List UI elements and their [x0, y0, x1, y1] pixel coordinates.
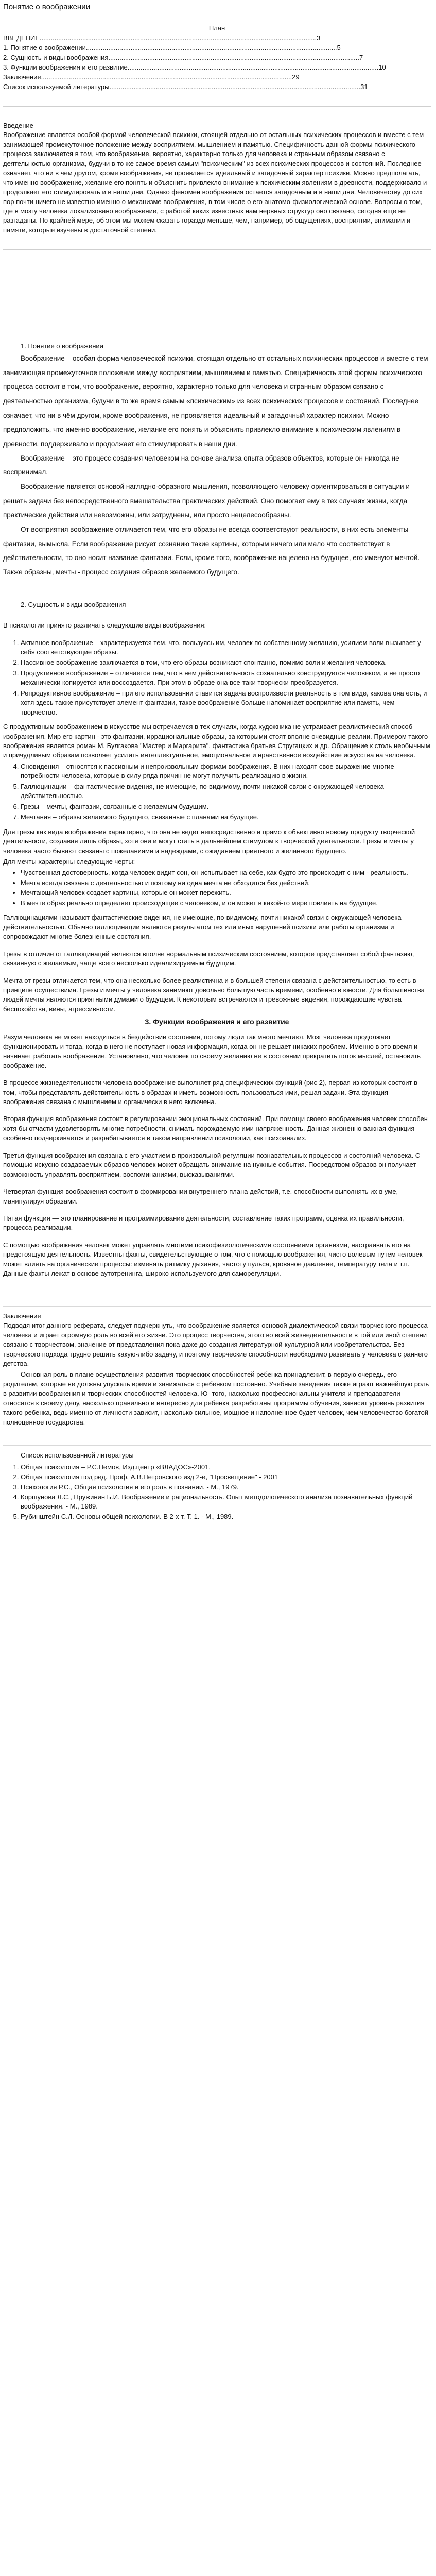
list-item: 2. Пассивное воображение заключается в том, что его образы возникают спонтанно, помимо воли и желания человека. — [21, 658, 431, 667]
section-1 — [3, 342, 431, 579]
list-item: • Мечта всегда связана с деятельностью и поэтому ни одна мечта не обходится без действий. — [21, 878, 431, 888]
plan-heading: План — [208, 24, 225, 32]
section-1-paragraph: Воображение – это процесс создания человеком на основе анализа опыта образов объектов, которые он никогда не воспринимал. — [3, 454, 399, 477]
section-1-paragraph: От восприятия воображение отличается тем, что его образы не всегда соответствуют реальности, в них есть элементы фантазии, вымысла. Если воображение рисует сознанию такие картины, которым ничего или мало что соответствует в действительности, то оно носит название фантазии. Если, кроме того, воображение нацелено на будущее, его именуют мечтой. Также образны, мечты - процесс создания образов желаемого будущего. — [3, 525, 420, 576]
section-1-heading: 1. Понятие о воображении — [21, 342, 103, 350]
reference-item: 5. Рубинштейн С.Л. Основы общей психологии. В 2-х т. Т. 1. - М., 1989. — [21, 1512, 431, 1521]
list-item: 4. Репродуктивное воображение – при его использовании ставится задача воспроизвести реальность в том виде, какова она есть, и хотя здесь также присутствует элемент фантазии, такое воображение больше напоминает восприятие или память, чем творчество. — [21, 689, 431, 717]
conclusion — [3, 1312, 431, 1427]
divider — [3, 106, 431, 107]
section-2-reverie-text: Грезы в отличие от галлюцинаций являются вполне нормальным психическим состоянием, которое представляет собой фантазию, связанную с желаемым, чаще всего несколько идеализируемым будущим. — [3, 950, 414, 968]
toc-item[interactable]: Заключение ....................................................................................................................................... 29 — [3, 73, 300, 81]
divider — [3, 1445, 431, 1446]
section-2-reverie-text-2: Мечта от грезы отличается тем, что она несколько более реалистична и в большей степени связана с действительностью, то есть в принципе осуществима. Грезы и мечты у человека занимают довольно большую часть времени, особенно в юности. Для большинства людей мечты являются приятными думами о будущем. К некоторым встречаются и тревожные видения, порождающие чувства беспокойства, вины, агрессивности. — [3, 976, 425, 1013]
section-1-paragraph: Воображение является основой наглядно-образного мышления, позволяющего человеку ориентироваться в ситуации и решать задачи без непосредственного вмешательства практических действий. Оно помогает ему в тех случаях жизни, когда практические действия или невозможны, или затруднены, или просто нецелесообразны. — [3, 482, 410, 519]
conclusion-heading: Заключение — [3, 1312, 41, 1320]
section-2-dreams-text: Для грезы как вида воображения характерно, что она не ведет непосредственно и прямо к объективно новому продукту творческой деятельности, создавая лишь образы, хотя они и могут стать в дальнейшем стимулом к творческой деятельности. Грезы и мечты у человека часто бывают связаны с пожеланиями и надеждами, с ожиданием приятного и желанного будущего. — [3, 827, 415, 855]
section-2-art-text: С продуктивным воображением в искусстве мы встречаемся в тех случаях, когда художника не устраивает реалистический способ изображения. Мир его картин - это фантазии, иррациональные образы, за которыми стоят вполне очевидные реалии. Примером такого воображения является роман М. Булгакова "Мастер и Маргарита", фантастика братьев Стругацких и др. Обращение к столь необычным и причудливым образам позволяет усилить интеллектуальное, эмоциональное и нравственное воздействие искусства на человека. — [3, 723, 430, 759]
section-3 — [3, 1017, 431, 1278]
imagination-kinds-list-2 — [3, 762, 431, 822]
section-2-heading: 2. Сущность и виды воображения — [21, 600, 126, 608]
section-2-hallucinations-text: Галлюцинациями называют фантастические видения, не имеющие, по-видимому, почти никакой связи с окружающей человека действительностью. Обычно галлюцинации являются результатом тех или иных нарушений психики или работы организма и сопровождают многие болезненные состояния. — [3, 913, 402, 941]
list-item: • В мечте образ реально определяет происходящее с человеком, и он может в какой-то мере повлиять на будущее. — [21, 899, 431, 908]
section-3-function: Пятая функция — это планирование и программирование деятельности, составление таких программ, оценка их правильности, процесса реализации. — [3, 1214, 404, 1232]
divider — [3, 249, 431, 250]
reference-item: 3. Психология Р.С., Общая психология и его роль в познании. - М., 1979. — [21, 1483, 431, 1492]
toc-item[interactable]: 2. Сущность и виды воображения ....................................................................................................................................... 7 — [3, 53, 363, 61]
list-item: 3. Продуктивное воображение – отличается тем, что в нем действительность сознательно конструируется человеком, а не просто механически копируется или воссоздается. При этом в образе она все-таки творчески преобразуется. — [21, 669, 431, 688]
toc-item[interactable]: 1. Понятие о воображении ....................................................................................................................................... 5 — [3, 43, 341, 52]
reference-item: 4. Коршунова Л.С., Пружинин Б.И. Воображение и рациональность. Опыт методологического анализа познавательных функций воображения. - М., 1989. — [21, 1493, 431, 1512]
section-1-paragraph: Воображение – особая форма человеческой психики, стоящая отдельно от остальных психических процессов и вместе с тем занимающая промежуточное положение между восприятием, мышлением и памятью. Специфичность этой формы психического процесса состоит в том, что воображение, вероятно, характерно только для человека и странным образом связано с деятельностью организма, будучи в то же время самым «психическим» из всех психических процессов и состояний. Последнее означает, что ни в чём другом, кроме воображения, не проявляется идеальный и загадочный характер психики. Можно предположить, что именно воображение, желание его понять и объяснить привлекло внимание к психическим явлениям в древности, поддерживало и продолжает его стимулировать в наши дни. — [3, 354, 428, 448]
section-3-function: Четвертая функция воображения состоит в формировании внутреннего плана действий, т.е. способности выполнять их в уме, манипулируя образами. — [3, 1188, 398, 1205]
toc-item[interactable]: ВВЕДЕНИЕ ..................................................................................................................................................... 3 — [3, 33, 321, 42]
section-3-role: В процессе жизнедеятельности человека воображение выполняет ряд специфических функций (рис 2), первая из которых состоит в том, чтобы представлять действительность в образах и иметь возможность пользоваться ими, решая задачи. Эта функция воображения связана с мышлением и органически в него включена. — [3, 1079, 417, 1106]
list-item: 1. Активное воображение – характеризуется тем, что, пользуясь им, человек по собственному желанию, усилием воли вызывает у себя соответствующие образы. — [21, 638, 431, 657]
section-3-heading: 3. Функции воображения и его развитие — [145, 1018, 289, 1026]
intro-text: Воображение является особой формой человеческой психики, стоящей отдельно от остальных психических процессов и вместе с тем занимающей промежуточное положение между восприятием, мышлением и памятью. Специфичность данной формы психического процесса заключается в том, что воображение, вероятно, характерно только для человека и странным образом связано с деятельностью организма, будучи в то же самое время самым "психическим" из всех психических процессов и состояний. Последнее означает, что ни в чем другом, кроме воображения, не проявляется идеальный и загадочный характер психики. Можно предполагать, что именно воображение, желание его понять и объяснить привлекло внимание к психическим явлениям в древности, поддерживало и продолжает его стимулировать и в наши дни. Однако феномен воображения остается загадочным и в наши дни. Человечеству до сих пор почти ничего не известно именно о механизме воображения, в том числе о его анатомо-физиологической основе. Вопросы о том, где в мозгу человека локализовано воображение, с работой каких известных нам нервных структур оно связано, сегодня еще не разгаданы. По крайней мере, об этом мы можем сказать гораздо меньше, чем, например, об ощущениях, восприятии, внимании и памяти, которые изучены в достаточной степени. — [3, 131, 427, 234]
section-2-intro: В психологии принято различать следующие виды воображения: — [3, 621, 206, 630]
section-3-function: Третья функция воображения связана с его участием в произвольной регуляции познавательных процессов и состояний человека. С помощью искусно создаваемых образов человек может обращать внимание на нужные события. Посредством образов он получает возможность управлять восприятием, воспоминаниями, высказываниями. — [3, 1151, 421, 1178]
section-3-intro: Разум человека не может находиться в бездействии состоянии, потому люди так много мечтают. Мозг человека продолжает функционировать и тогда, когда в него не поступает новая информация, когда он не решает никаких проблем. Именно в это время и начинает работать воображение. Установлено, что человек по своему желанию не в состоянии прекратить поток мыслей, остановить воображение. — [3, 1033, 421, 1070]
document-title: Понятие о воображении — [3, 3, 90, 11]
references-list — [3, 1463, 431, 1522]
list-item: • Мечтающий человек создает картины, которые он может пережить. — [21, 888, 431, 897]
list-item: 7. Мечтания – образы желаемого будущего, связанные с планами на будущее. — [21, 812, 431, 822]
dream-traits-list — [3, 868, 431, 908]
conclusion-paragraph: Подводя итог данного реферата, следует подчеркнуть, что воображение является основой диалектической связи творческого процесса человека и играет огромную роль во всей его жизни. Это процесс творчества, этого во всей жизнедеятельности в той или иной степени связано с творчеством, значение от представления пока даже до создания литературной-культурной или изобретательства. Без творческого подхода трудно решить какую-либо задачу, и поэтому творческие способности необходимо развивать у человека с раннего детства. — [3, 1321, 428, 1368]
imagination-kinds-list — [3, 638, 431, 718]
list-item: • Чувственная достоверность, когда человек видит сон, он испытывает на себе, как будто это происходит с ним - реальность. — [21, 868, 431, 877]
list-item: 6. Грезы – мечты, фантазии, связанные с желаемым будущим. — [21, 802, 431, 811]
references — [3, 1451, 431, 1521]
intro-heading: Введение — [3, 121, 33, 129]
reference-item: 1. Общая психология – Р.С.Немов, Изд.центр «ВЛАДОС»-2001. — [21, 1463, 431, 1472]
section-3-function: С помощью воображения человек может управлять многими психофизиологическими состояниями организма, настраивать его на предстоящую деятельность. Известны факты, свидетельствующие о том, что с помощью воображения, чисто волевым путем человек может влиять на органические процессы: изменять ритмику дыхания, частоту пульса, кровяное давление, температуру тела и т.п. Данные факты лежат в основе аутотренинга, широко используемого для саморегуляции. — [3, 1241, 423, 1278]
reference-item: 2. Общая психология под ред. Проф. А.В.Петровского изд 2-е, "Просвещение" - 2001 — [21, 1472, 431, 1482]
divider — [3, 1306, 431, 1307]
list-item: 5. Галлюцинации – фантастические видения, не имеющие, по-видимому, почти никакой связи с окружающей человека действительностью. — [21, 782, 431, 801]
conclusion-paragraph: Основная роль в плане осуществления развития творческих способностей ребенка принадлежит, в первую очередь, его родителям, которые не должны упускать время и занижаться с ребенком постоянно. Учебные заведения также играют важнейшую роль в развитии воображения и творческих способностей человека. Ю- того, насколько профессиональны учителя и преподаватели относятся к своему делу, насколько правильно и интересно для ребенка разработаны программы обучения, зависит уровень развития такого ребенка, ведь именно от личности зависит, насколько сильное, мощное и наполненное будет человек, чем человечество богатой полноценное государства. — [3, 1370, 429, 1426]
toc-item[interactable]: Список используемой литературы ....................................................................................................................................... 31 — [3, 82, 368, 91]
table-of-contents — [3, 33, 431, 92]
section-3-function: Вторая функция воображения состоит в регулировании эмоциональных состояний. При помощи своего воображения человек способен хотя бы отчасти удовлетворять многие потребности, снимать порождаемую ими напряженность. Данная жизненно важная функция особенно подчеркивается и разрабатывается в таком направлении психологии, как психоанализ. — [3, 1115, 428, 1142]
section-2 — [3, 600, 431, 1014]
references-heading: Список использованной литературы — [21, 1451, 134, 1460]
list-item: 4. Сновидения – относятся к пассивным и непроизвольным формам воображения. В них находят свое выражение многие потребности человека, которые в силу ряда причин не могут получить реализацию в жизни. — [21, 762, 431, 781]
section-2-traits-intro: Для мечты характерны следующие черты: — [3, 858, 135, 866]
toc-item[interactable]: 3. Функции воображения и его развитие ....................................................................................................................................... 10 — [3, 63, 386, 71]
